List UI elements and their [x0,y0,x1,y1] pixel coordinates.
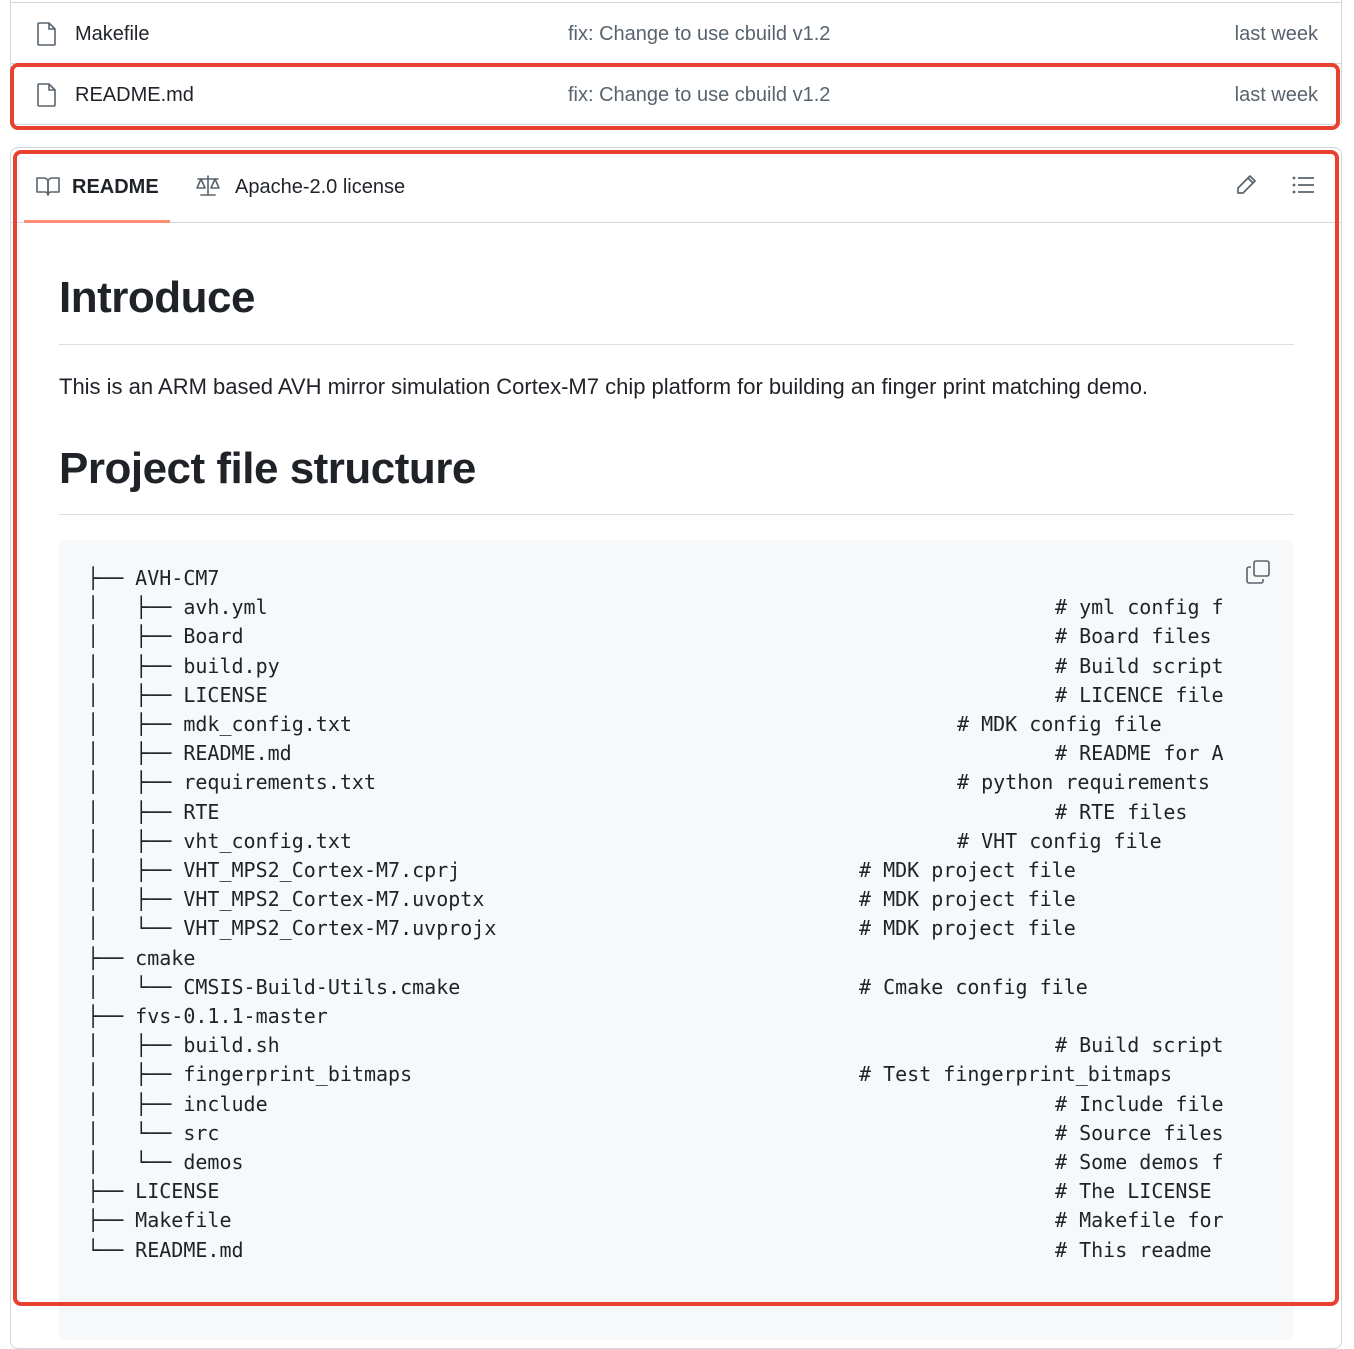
code-comment: # Include file [1055,1091,1224,1116]
outline-list-icon[interactable] [1292,176,1314,194]
readme-panel [10,147,1342,1349]
code-tree-text: │ ├── build.py [87,653,280,678]
tab-label: Apache-2.0 license [235,176,406,198]
file-name[interactable]: README.md [75,84,194,106]
file-list [10,0,1342,123]
code-comment: # Source files [1055,1120,1224,1145]
copy-icon[interactable] [1246,560,1270,584]
code-comment: # LICENCE file [1055,682,1224,707]
code-tree-text: ├── AVH-CM7 [87,566,220,590]
code-comment: # This readme [1055,1237,1212,1262]
law-scale-icon [195,175,221,197]
file-icon [37,22,57,46]
code-tree-text: │ └── CMSIS-Build-Utils.cmake [87,974,461,999]
heading-introduce: Introduce [59,273,255,322]
code-comment: # Cmake config file [859,974,1088,999]
code-tree-text: │ ├── fingerprint_bitmaps [87,1062,413,1087]
code-tree-text: ├── LICENSE [87,1179,220,1204]
file-icon [37,83,57,107]
code-comment: # MDK project file [859,858,1076,882]
code-comment: # Build script [1055,1033,1224,1058]
code-tree-text: └── README.md [87,1237,244,1262]
code-comment: # python requirements [957,770,1210,795]
code-tree-text: │ ├── build.sh [87,1033,280,1058]
code-tree-text: │ ├── Board [87,624,244,649]
heading-project-structure: Project file structure [59,444,476,493]
book-icon [36,176,60,196]
code-comment: # MDK config file [957,712,1162,736]
code-tree-text: │ ├── include [87,1091,268,1116]
code-comment: # Board files [1055,624,1212,649]
code-comment: # Test fingerprint_bitmaps [859,1062,1173,1087]
code-tree-text: │ ├── VHT_MPS2_Cortex-M7.cprj [87,858,461,882]
code-comment: # Build script [1055,653,1224,678]
tab-license[interactable] [191,148,451,222]
commit-message[interactable]: fix: Change to use cbuild v1.2 [568,84,831,106]
file-row-makefile[interactable] [11,2,1341,64]
code-tree-text: │ └── demos [87,1150,244,1174]
tab-label: README [72,176,159,198]
code-comment: # The LICENSE [1055,1179,1212,1204]
code-tree-text: │ ├── mdk_config.txt [87,712,352,736]
active-tab-indicator [24,220,170,223]
code-comment: # Makefile for [1055,1208,1224,1233]
heading-divider [59,514,1294,515]
tab-readme[interactable] [24,148,170,222]
pencil-icon[interactable] [1235,174,1257,196]
code-tree-text: │ ├── README.md [87,741,292,766]
readme-tabbar [11,148,1341,223]
code-tree-text: │ ├── VHT_MPS2_Cortex-M7.uvoptx [87,887,485,912]
code-tree-text: ├── cmake [87,945,196,970]
code-tree-text: ├── Makefile [87,1208,232,1233]
heading-divider [59,344,1294,345]
code-tree-text: │ ├── requirements.txt [87,770,376,795]
code-tree-text: │ ├── vht_config.txt [87,828,352,853]
commit-message[interactable]: fix: Change to use cbuild v1.2 [568,23,831,45]
file-name[interactable]: Makefile [75,23,150,45]
code-comment: # MDK project file [859,916,1076,941]
code-comment: # MDK project file [859,887,1076,912]
code-tree-text: ├── fvs-0.1.1-master [87,1004,328,1028]
intro-paragraph: This is an ARM based AVH mirror simulation Cortex-M7 chip platform for building an finger print matching demo. [59,374,1149,399]
code-comment: # yml config f [1055,595,1224,620]
code-comment: # VHT config file [957,828,1162,853]
code-tree-text: │ └── VHT_MPS2_Cortex-M7.uvprojx [87,916,497,941]
code-tree-text: │ └── src [87,1120,220,1145]
code-block [59,540,1294,1340]
code-tree-text: │ ├── LICENSE [87,682,268,707]
code-comment: # Some demos f [1055,1150,1224,1174]
code-comment: # README for A [1055,741,1224,766]
file-row-readme[interactable] [11,64,1341,125]
code-tree-text: │ ├── RTE [87,799,220,824]
code-tree-text: │ ├── avh.yml [87,595,268,620]
commit-date: last week [1234,23,1318,45]
commit-date: last week [1234,84,1318,106]
code-comment: # RTE files [1055,799,1188,824]
